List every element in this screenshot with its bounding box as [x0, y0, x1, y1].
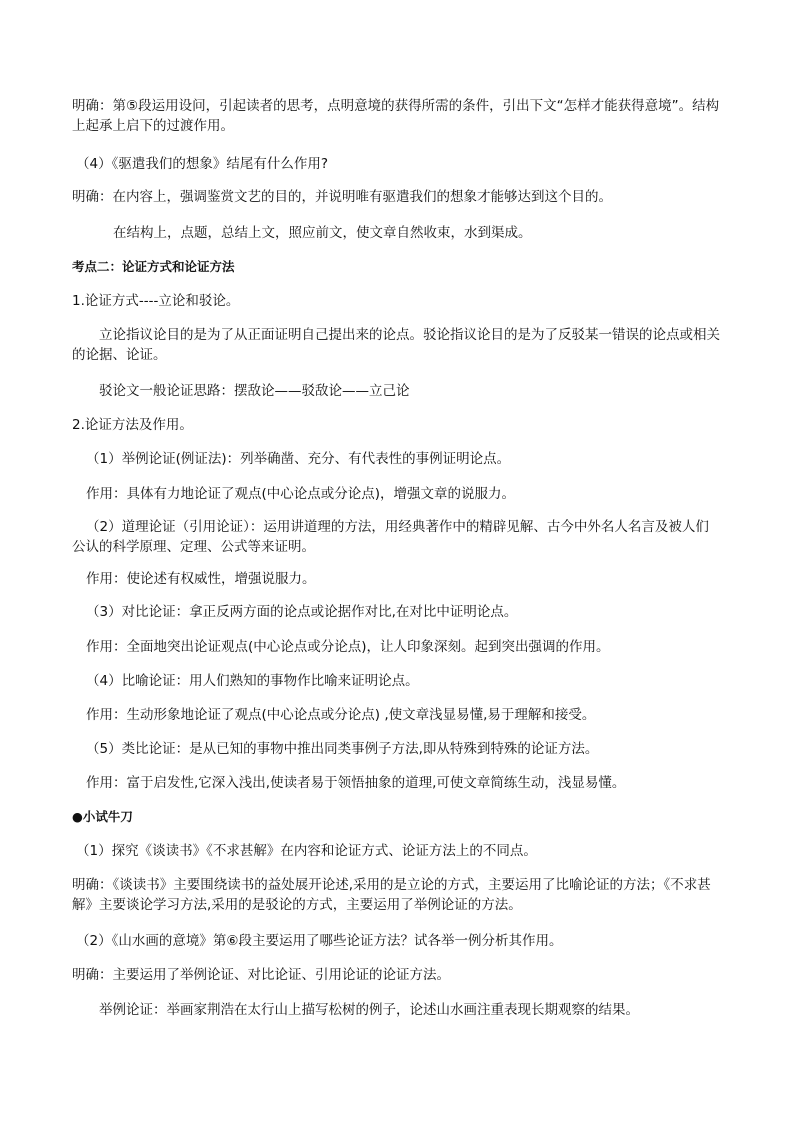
method-2: （2）道理论证（引用论证）：运用讲道理的方法，用经典著作中的精辟见解、古今中外名人名言及被人们公认的科学原理、定理、公式等来证明。	[72, 519, 709, 555]
practice-question-1: （1）探究《谈读书》《不求甚解》在内容和论证方式、论证方法上的不同点。	[76, 843, 537, 859]
answer-4-content: 明确：在内容上，强调鉴赏文艺的目的，并说明唯有驱遣我们的想象才能够达到这个目的。	[72, 189, 612, 205]
practice-heading: ●小试牛刀	[72, 809, 133, 824]
method-4-effect: 作用：生动形象地论证了观点(中心论点或分论点) ,使文章浅显易懂,易于理解和接受。	[86, 707, 596, 723]
method-1-effect: 作用：具体有力地论证了观点(中心论点或分论点)，增强文章的说服力。	[86, 486, 516, 502]
section-heading-2: 考点二：论证方式和论证方法	[72, 259, 235, 274]
practice-answer-1: 明确：《谈读书》主要围绕读书的益处展开论述,采用的是立论的方式，主要运用了比喻论证的方法；《不求甚解》主要谈论学习方法,采用的是驳论的方式，主要运用了举例论证的方法。	[72, 877, 711, 913]
method-5-effect: 作用：富于启发性,它深入浅出,使读者易于领悟抽象的道理,可使文章简练生动，浅显易懂。	[86, 775, 626, 791]
answer-4-structure: 在结构上，点题，总结上文，照应前文，使文章自然收束，水到渠成。	[113, 225, 532, 241]
paragraph-answer-5: 明确：第⑤段运用设问，引起读者的思考，点明意境的获得所需的条件，引出下文“怎样才能获得意境”。结构上起承上启下的过渡作用。	[72, 98, 720, 134]
method-1: （1）举例论证(例证法)：列举确凿、充分、有代表性的事例证明论点。	[86, 451, 511, 467]
method-3-effect: 作用：全面地突出论证观点(中心论点或分论点)，让人印象深刻。起到突出强调的作用。	[86, 639, 610, 655]
practice-answer-2-example: 举例论证：举画家荆浩在太行山上描写松树的例子，论述山水画注重表现长期观察的结果。	[99, 1002, 639, 1018]
subheading-argument-mode: 1.论证方式----立论和驳论。	[72, 293, 240, 309]
method-5: （5）类比论证：是从已知的事物中推出同类事例子方法,即从特殊到特殊的论证方法。	[86, 741, 599, 757]
question-4: （4）《驱遣我们的想象》结尾有什么作用?	[76, 156, 329, 172]
method-4: （4）比喻论证：用人们熟知的事物作比喻来证明论点。	[86, 673, 419, 689]
method-2-effect: 作用：使论述有权威性，增强说服力。	[86, 571, 316, 587]
subheading-argument-methods: 2.论证方法及作用。	[72, 417, 193, 433]
practice-question-2: （2）《山水画的意境》第⑥段主要运用了哪些论证方法？试各举一例分析其作用。	[76, 933, 563, 949]
practice-answer-2: 明确：主要运用了举例论证、对比论证、引用论证的论证方法。	[72, 967, 450, 983]
paragraph-argument-definition: 立论指议论目的是为了从正面证明自己提出来的论点。驳论指议论目的是为了反驳某一错误的论点或相关的论据、论证。	[72, 327, 720, 363]
method-3: （3）对比论证：拿正反两方面的论点或论据作对比,在对比中证明论点。	[86, 604, 518, 620]
paragraph-refutation-approach: 驳论文一般论证思路：摆敌论——驳敌论——立己论	[99, 383, 410, 399]
